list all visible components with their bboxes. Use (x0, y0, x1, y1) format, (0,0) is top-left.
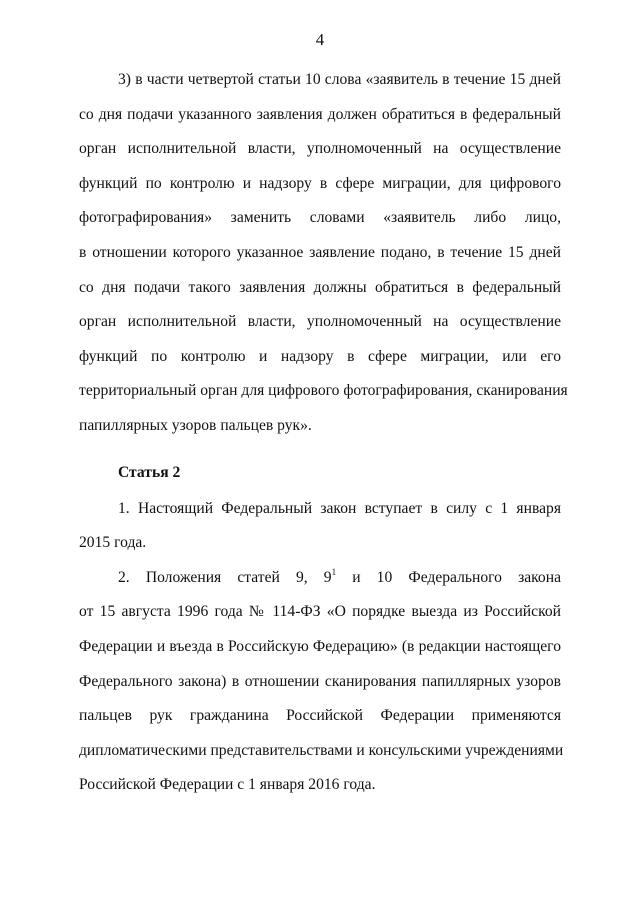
text-line: орган исполнительной власти, уполномоченный на осуществление (79, 140, 561, 158)
superscript: 1 (331, 566, 337, 577)
text-line: фотографирования» заменить словами «заявитель либо лицо, (79, 209, 561, 227)
article-2-paragraph-2 (79, 561, 564, 803)
document-body (79, 63, 568, 803)
text-line: Федерального закона) в отношении сканирования папиллярных узоров (79, 672, 561, 690)
text-line: пальцев рук гражданина Российской Федерации применяются (79, 707, 561, 725)
text-line: Федерации и въезда в Российскую Федерацию» (в редакции настоящего (79, 637, 561, 655)
text-line: орган исполнительной власти, уполномоченный на осуществление (79, 313, 561, 331)
text-line: со дня подачи такого заявления должны обратиться в федеральный (79, 278, 561, 296)
line-text: и 10 Федерального закона (336, 568, 561, 586)
text-line: функций по контролю и надзору в сфере миграции, для цифрового (79, 174, 561, 192)
text-line: 1. Настоящий Федеральный закон вступает в силу с 1 января (118, 499, 561, 517)
text-line: 3) в части четвертой статьи 10 слова «заявитель в течение 15 дней (118, 71, 561, 88)
text-line: функций по контролю и надзору в сфере миграции, или его (79, 347, 561, 365)
text-line: от 15 августа 1996 года № 114-ФЗ «О порядке выезда из Российской (79, 603, 561, 621)
line-text: 2. Положения статей 9, 9 (118, 568, 332, 586)
text-line: папиллярных узоров пальцев рук». (79, 416, 312, 434)
article-2-heading: Статья 2 (118, 463, 181, 481)
text-line: дипломатическими представительствами и консульскими учреждениями (79, 741, 564, 759)
text-line: территориальный орган для цифрового фотографирования, сканирования (79, 382, 568, 400)
text-line: в отношении которого указанное заявление подано, в течение 15 дней (79, 243, 561, 261)
article-2-paragraph-1 (79, 492, 561, 561)
text-line: 2015 года. (79, 534, 147, 552)
text-line: Российской Федерации с 1 января 2016 года. (79, 776, 376, 794)
text-line (79, 561, 561, 596)
text-line: со дня подачи указанного заявления должен обратиться в федеральный (79, 105, 561, 123)
clause-3 (79, 63, 568, 444)
page-number: 4 (315, 30, 325, 49)
